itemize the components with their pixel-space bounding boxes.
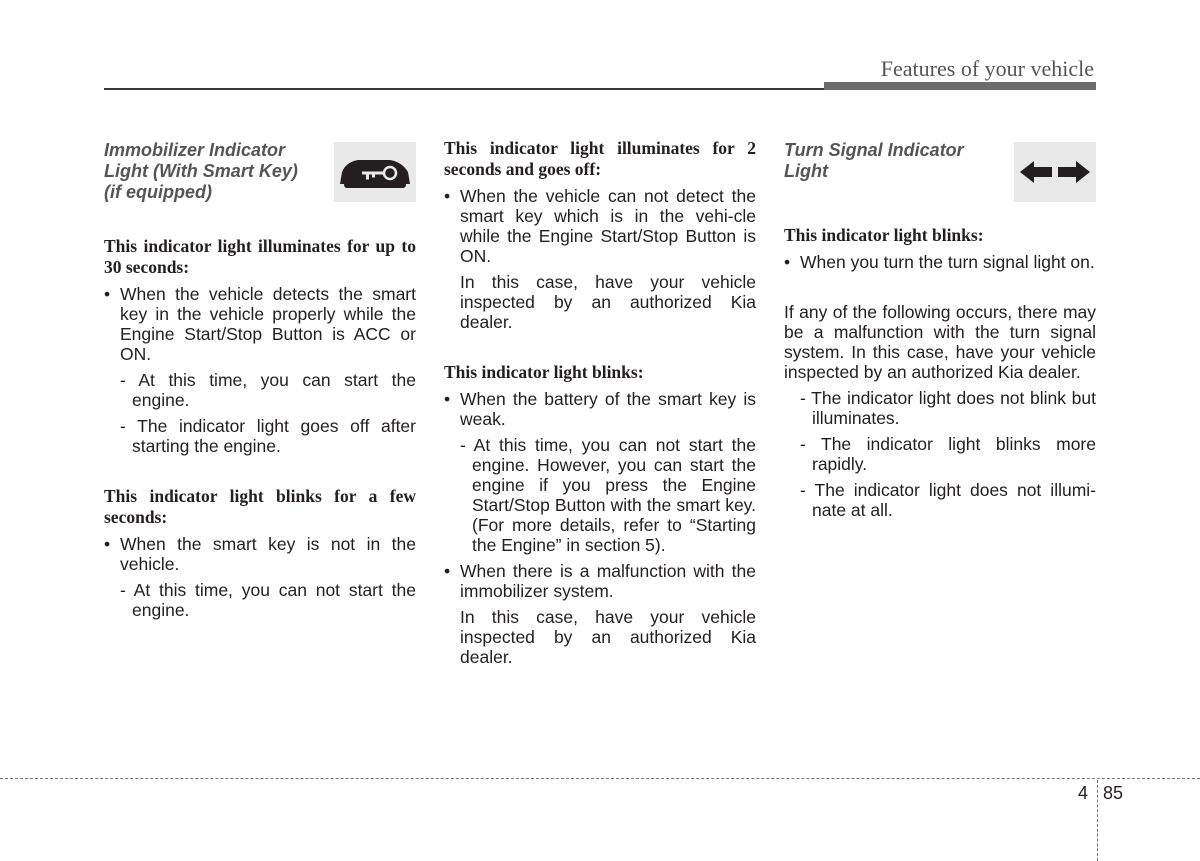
header-rule-accent [824, 82, 1096, 90]
chapter-number: 4 [1078, 783, 1089, 803]
footer-vertical-divider [1097, 780, 1098, 861]
dash-item: - At this time, you can not start the engine. However, you can start the engine if you press the Engine Start/Stop Button with the smart key. (For more details, refer to “Starting the Engine” in section 5). [460, 435, 756, 555]
immobilizer-key-car-icon [334, 142, 416, 202]
footer-divider [0, 778, 1200, 779]
page-number: 85 [1103, 783, 1124, 803]
bullet-item: • When there is a malfunction with the immobilizer system. [444, 561, 756, 601]
bullet-item: • When the battery of the smart key is weak. [444, 389, 756, 429]
paragraph: If any of the following occurs, there may be a malfunction with the turn signal system. In this case, have your vehicle inspected by an authorized Kia dealer. [784, 302, 1096, 382]
page-header-title: Features of your vehicle [880, 56, 1094, 81]
turn-signal-arrows-icon [1014, 142, 1096, 202]
subheading-illuminates: This indicator light illuminates for up to 30 seconds: [104, 236, 416, 277]
dash-item: - The indicator light does not illumi-nate at all. [800, 480, 1096, 520]
bullet-item: • When the vehicle detects the smart key in the vehicle properly while the Engine Start/Stop Button is ACC or ON. [104, 284, 416, 364]
header-rule [104, 88, 824, 90]
turn-signal-icon-box [1014, 142, 1096, 202]
bullet-item: • When the smart key is not in the vehicle. [104, 534, 416, 574]
paragraph: In this case, have your vehicle inspected by an authorized Kia dealer. [460, 607, 756, 667]
bullet-item: • When the vehicle can not detect the smart key which is in the vehi-cle while the Engine Start/Stop Button is ON. [444, 186, 756, 266]
subheading-blinks: This indicator light blinks: [784, 225, 984, 245]
section-title-turn-signal: Turn Signal Indicator Light [784, 140, 964, 181]
column-immobilizer-continued [444, 138, 756, 667]
bullet-item: • When you turn the turn signal light on. [784, 252, 1096, 272]
dash-item: - The indicator light goes off after starting the engine. [120, 416, 416, 456]
dash-item: - At this time, you can start the engine. [120, 370, 416, 410]
dash-item: - At this time, you can not start the engine. [120, 580, 416, 620]
paragraph: In this case, have your vehicle inspected by an authorized Kia dealer. [460, 272, 756, 332]
column-turn-signal [784, 138, 1096, 520]
section-title-immobilizer: Immobilizer Indicator Light (With Smart Key) (if equipped) [104, 140, 298, 202]
immobilizer-icon-box [334, 142, 416, 202]
dash-item: - The indicator light does not blink but illuminates. [800, 388, 1096, 428]
dash-item: - The indicator light blinks more rapidly. [800, 434, 1096, 474]
subheading-illuminates-2s: This indicator light illuminates for 2 seconds and goes off: [444, 138, 756, 179]
subheading-blinks: This indicator light blinks: [444, 362, 644, 382]
column-immobilizer [104, 138, 416, 620]
subheading-blinks: This indicator light blinks for a few seconds: [104, 486, 416, 527]
